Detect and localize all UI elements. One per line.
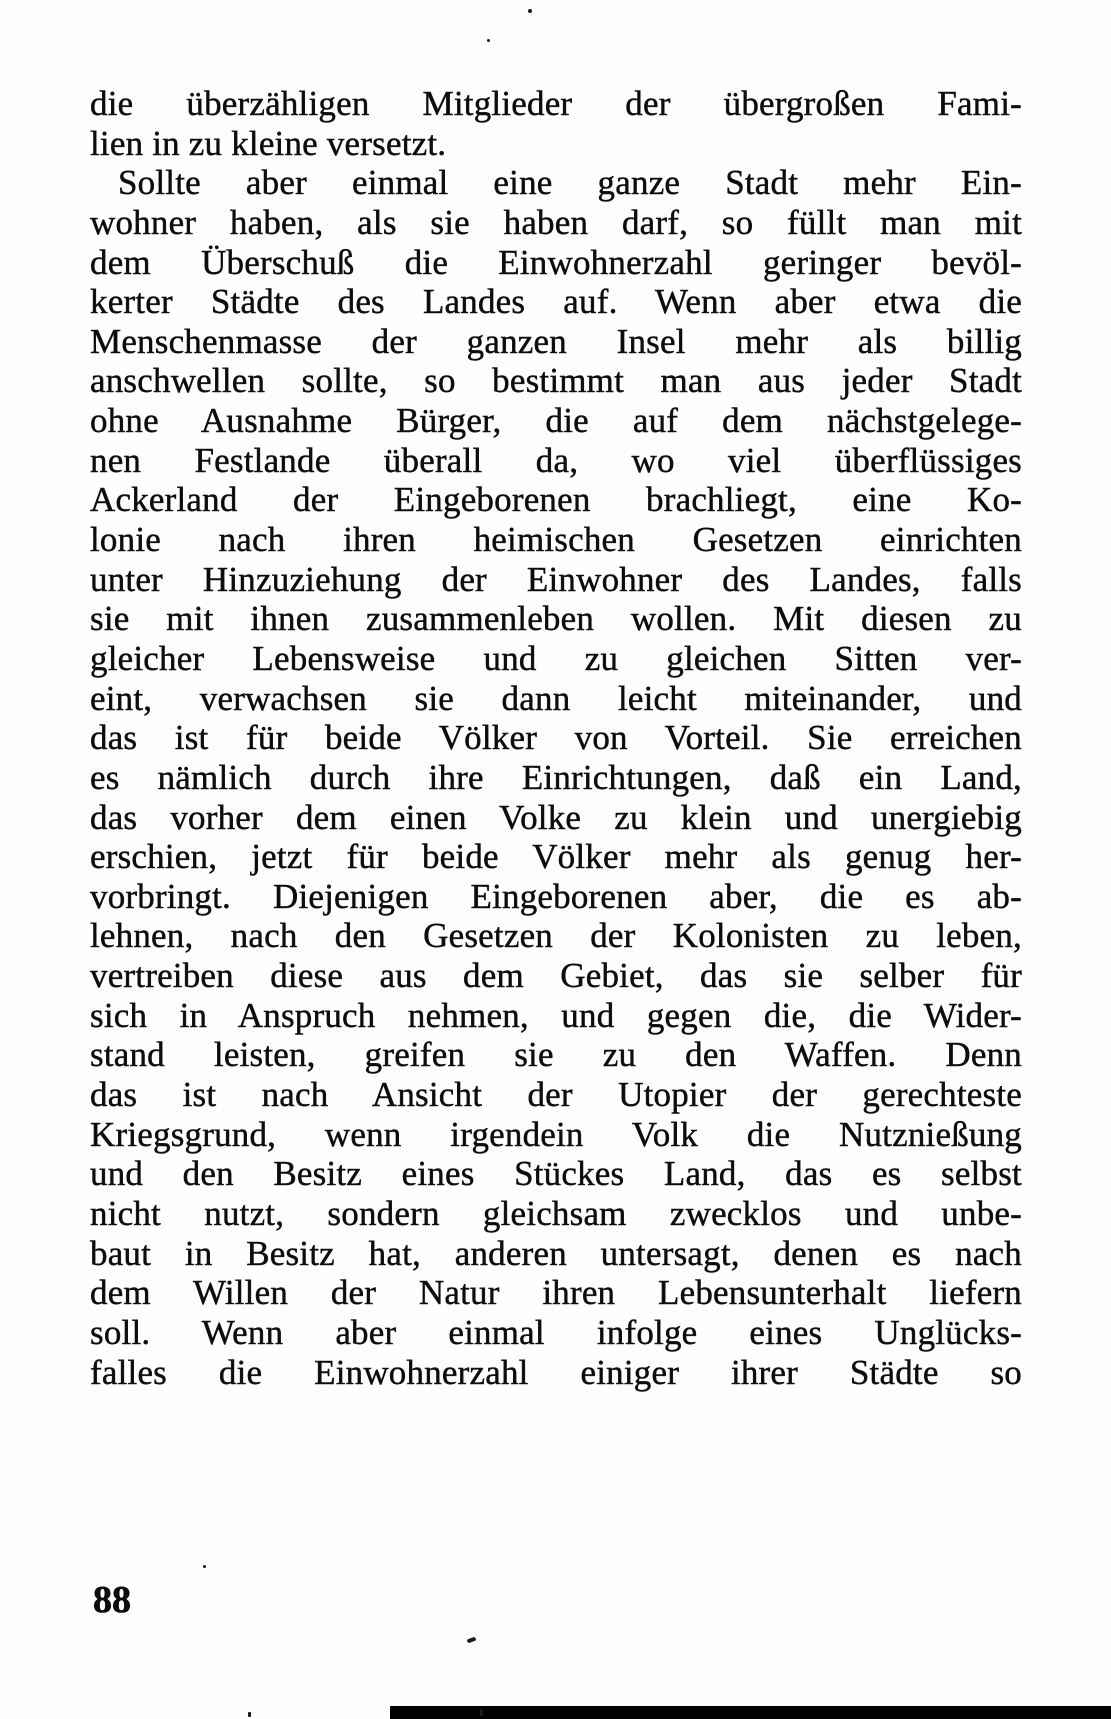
text-line: kerter Städte des Landes auf. Wenn aber etwa die	[90, 282, 1022, 322]
text-line: baut in Besitz hat, anderen untersagt, denen es nach	[90, 1233, 1022, 1273]
text-line: ohne Ausnahme Bürger, die auf dem nächstgelege-	[90, 401, 1022, 441]
text-line: und den Besitz eines Stückes Land, das es selbst	[90, 1154, 1022, 1194]
scan-speck	[248, 1712, 251, 1717]
scan-speck	[203, 1565, 206, 1568]
scan-speck	[480, 1709, 483, 1716]
text-line: es nämlich durch ihre Einrichtungen, daß ein Land,	[90, 757, 1022, 797]
text-line: die überzähligen Mitglieder der übergroßen Fami-	[90, 84, 1022, 123]
text-line: unter Hinzuziehung der Einwohner des Landes, falls	[90, 559, 1022, 599]
text-line: sich in Anspruch nehmen, und gegen die, die Wider-	[90, 995, 1022, 1035]
text-line: lehnen, nach den Gesetzen der Kolonisten zu leben,	[90, 916, 1022, 956]
text-block	[90, 84, 1022, 1392]
scan-speck	[487, 39, 490, 42]
page-number: 88	[93, 1579, 131, 1621]
text-line: eint, verwachsen sie dann leicht miteinander, und	[90, 678, 1022, 718]
text-line: nen Festlande überall da, wo viel überflüssiges	[90, 440, 1022, 480]
text-line: anschwellen sollte, so bestimmt man aus jeder Stadt	[90, 361, 1022, 401]
text-line: lonie nach ihren heimischen Gesetzen einrichten	[90, 520, 1022, 560]
scan-speck	[467, 1637, 477, 1644]
scan-edge-bar	[390, 1706, 1111, 1719]
text-line: dem Willen der Natur ihren Lebensunterhalt liefern	[90, 1273, 1022, 1313]
scan-speck	[528, 9, 532, 13]
text-line: soll. Wenn aber einmal infolge eines Unglücks-	[90, 1312, 1022, 1352]
text-line: das vorher dem einen Volke zu klein und unergiebig	[90, 797, 1022, 837]
text-line: wohner haben, als sie haben darf, so füllt man mit	[90, 202, 1022, 242]
text-line: gleicher Lebensweise und zu gleichen Sitten ver-	[90, 638, 1022, 678]
text-line: nicht nutzt, sondern gleichsam zwecklos und unbe-	[90, 1193, 1022, 1233]
text-line: Ackerland der Eingeborenen brachliegt, eine Ko-	[90, 480, 1022, 520]
text-line: dem Überschuß die Einwohnerzahl geringer bevöl-	[90, 242, 1022, 282]
text-line: Sollte aber einmal eine ganze Stadt mehr Ein-	[118, 163, 1022, 203]
text-line: das ist nach Ansicht der Utopier der gerechteste	[90, 1075, 1022, 1115]
text-line: Menschenmasse der ganzen Insel mehr als billig	[90, 321, 1022, 361]
text-line: vertreiben diese aus dem Gebiet, das sie selber für	[90, 956, 1022, 996]
text-line: lien in zu kleine versetzt.	[90, 123, 447, 163]
text-line: vorbringt. Diejenigen Eingeborenen aber, die es ab-	[90, 876, 1022, 916]
text-line: Kriegsgrund, wenn irgendein Volk die Nutznießung	[90, 1114, 1022, 1154]
text-line: erschien, jetzt für beide Völker mehr als genug her-	[90, 837, 1022, 877]
text-line: sie mit ihnen zusammenleben wollen. Mit diesen zu	[90, 599, 1022, 639]
text-line: falles die Einwohnerzahl einiger ihrer Städte so	[90, 1352, 1022, 1392]
text-line: stand leisten, greifen sie zu den Waffen. Denn	[90, 1035, 1022, 1075]
text-line: das ist für beide Völker von Vorteil. Sie erreichen	[90, 718, 1022, 758]
